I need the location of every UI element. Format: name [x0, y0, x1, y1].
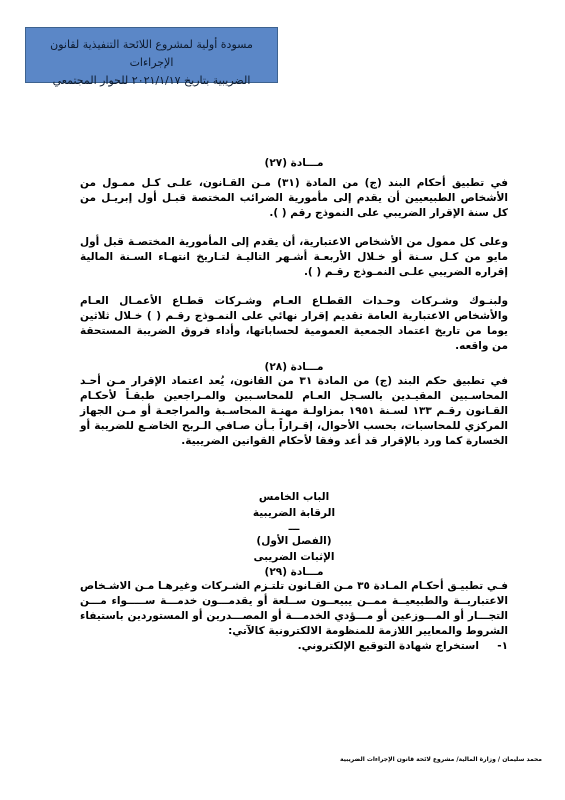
article-27-title: مـــادة (٢٧)	[264, 157, 324, 169]
article-28-title: مـــادة (٢٨)	[264, 361, 324, 373]
part-title: الباب الخامس	[258, 491, 330, 503]
chapter-heading	[80, 489, 508, 565]
heading-divider: ـــ	[288, 521, 300, 533]
draft-notice-line-1: مسودة أولية لمشروع اللائحة التنفيذية لقانون الإجراءات	[50, 38, 253, 69]
article-29-paragraph-1: فـي تطبيـق أحكـام المـادة ٣٥ مـن القـانون تلتـزم الشـركات وغيرهـا مـن الاشـخاص الاعتباريــة والطبيعيــة ممــن يبيعــون ســلعة أو يقدمـــون خدمـــة ســـــواء مـــن التجـــار أو المـــوزعين أو مـــؤدي الخدمـــة أو المصـــدرين أو المستوردين باستيفاء الشروط والمعايير اللازمة للمنظومة الالكترونية كالآتي:	[80, 580, 508, 637]
draft-notice-box	[25, 27, 278, 87]
list-item-text: استخراج شهادة التوقيع الإلكتروني.	[297, 640, 479, 652]
section-subtitle: الإثبات الضريبى	[253, 551, 335, 563]
article-27-paragraph-1: في تطبيق أحكام البند (ج) من المادة (٣١) مـن القـانون، علـى كـل ممـول من الأشخاص الطبيعيين أن يقدم إلى مأمورية الضرائب المختصة قبـل أول إبريـل من كل سنة الإقرار الضريبي على النموذج رقم ( ).	[80, 177, 508, 219]
page-footer: محمد سليمان / وزارة المالية/ مشروع لائحة قانون الإجراءات الضريبية	[340, 756, 542, 763]
article-27-paragraph-2: وعلى كل ممول من الأشخاص الاعتبارية، أن يقدم إلى المأمورية المختصـة قبل أول مايو من كـل سـنة أو خـلال الأربعـة أشـهر التاليـة لتـاريخ انتهـاء السـنة المالية إقراره الضريبي علـى النمـوذج رقـم ( ).	[80, 236, 508, 278]
article-28	[80, 360, 508, 449]
draft-notice-line-2: الضريبية بتاريخ ٢٠٢١/١/١٧ للحوار المجتمعي	[52, 74, 251, 87]
article-29	[80, 565, 508, 654]
article-27	[80, 156, 508, 354]
article-28-paragraph-1: في تطبيق حكم البند (ج) من المادة ٣١ من القانون، يُعد اعتماد الإقرار مـن أحـد المحاسـبين المقيـدين بالسـجل العـام للمحاسـبين والمـراجعين طبقـاً لأحكـام القـانون رقـم ١٣٣ لسـنة ١٩٥١ بمزاولـة مهنـة المحاسـبة والمراجعـة أو مـن الجهاز المركزي للمحاسبات، بحسب الأحوال، إقـراراً بـأن صـافي الـربح الخاضـع للضريبة أو الخسارة كما ورد بالإقرار قد أعد وفقا لأحكام القوانين الضريبية.	[80, 375, 509, 447]
section-title: (الفصل الأول)	[256, 535, 332, 547]
document-body	[80, 156, 508, 654]
article-29-title: مـــادة (٢٩)	[264, 566, 324, 578]
list-item-number: ١-	[497, 640, 508, 652]
part-subtitle: الرقابة الضريبية	[252, 507, 336, 519]
list-item	[80, 639, 508, 654]
article-27-paragraph-3: ولبنـوك وشـركات وحـدات القطـاع العـام وشـركات قطـاع الأعمـال العـام والأشخاص الاعتبارية العامة تقديم إقرار نهائي على النمـوذج رقـم ( ) خـلال ثلاثين يوما من تاريخ اعتماد الجمعية العمومية لحساباتها، وأداء فروق الضريبة المستحقة من واقعه.	[80, 295, 508, 352]
